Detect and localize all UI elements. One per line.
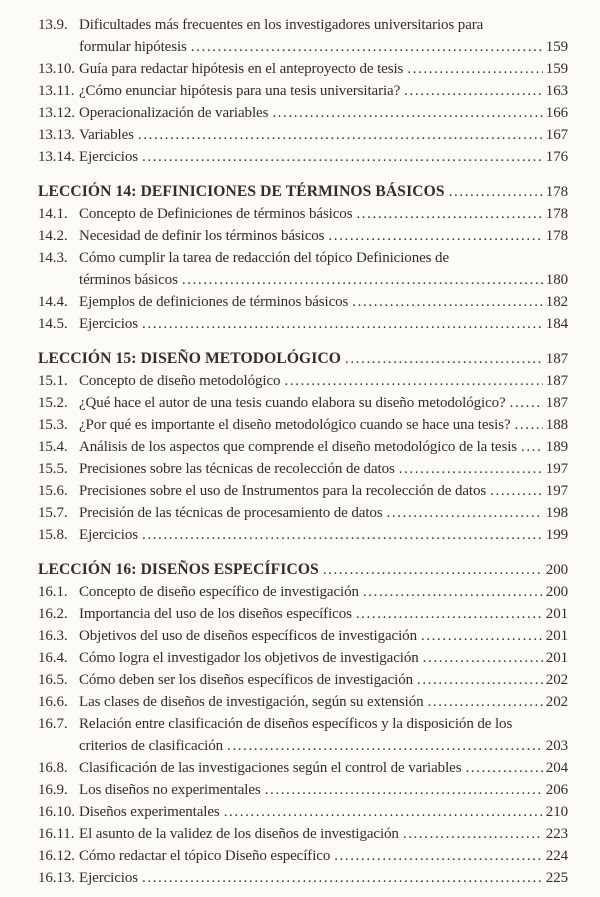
- entry-title: Cómo cumplir la tarea de redacción del tópico Definiciones de: [79, 250, 450, 266]
- toc-entry: [38, 225, 568, 247]
- page-number: 188: [545, 417, 568, 433]
- page-number: 176: [545, 149, 568, 165]
- page-number: 197: [545, 461, 568, 477]
- toc-section-16: [38, 559, 568, 889]
- entry-title: Diseños experimentales: [79, 804, 220, 820]
- page-number: 182: [545, 294, 568, 310]
- dot-leader: [356, 203, 542, 225]
- dot-leader: [417, 669, 543, 691]
- page-number: 187: [545, 373, 568, 389]
- entry-number: 14.3.: [38, 250, 68, 266]
- toc-entry: [38, 102, 568, 124]
- entry-title: Los diseños no experimentales: [79, 782, 261, 798]
- page-number: 200: [545, 584, 568, 600]
- entry-title: Precisiones sobre las técnicas de recolección de datos: [79, 461, 395, 477]
- entry-number: 13.11.: [38, 83, 75, 99]
- entry-number: 13.9.: [38, 17, 68, 33]
- entry-number: 16.1.: [38, 584, 68, 600]
- toc-entry: [38, 291, 568, 313]
- entry-title: Cómo redactar el tópico Diseño específico: [79, 848, 331, 864]
- entry-number: 16.2.: [38, 606, 68, 622]
- toc-entry: [38, 436, 568, 458]
- toc-entry: [38, 647, 568, 669]
- dot-leader: [407, 58, 543, 80]
- entry-number: 13.14.: [38, 149, 75, 165]
- page-number: 166: [545, 105, 568, 121]
- entry-title: ¿Qué hace el autor de una tesis cuando elabora su diseño metodológico?: [79, 395, 506, 411]
- entry-number: 16.6.: [38, 694, 68, 710]
- toc-section-14: [38, 181, 568, 335]
- page-number: 159: [545, 61, 568, 77]
- entry-number: 16.12.: [38, 848, 75, 864]
- toc-section-heading: [38, 348, 568, 370]
- toc-section-heading: [38, 559, 568, 581]
- page-number: 178: [545, 184, 568, 200]
- page-number: 159: [545, 39, 568, 55]
- entry-title: Concepto de diseño específico de investigación: [79, 584, 359, 600]
- page-number: 180: [545, 272, 568, 288]
- entry-number: 15.3.: [38, 417, 68, 433]
- toc-entry: [38, 691, 568, 713]
- toc-entry: [38, 146, 568, 168]
- dot-leader: [182, 269, 543, 291]
- dot-leader: [323, 559, 543, 581]
- toc-entry: [38, 80, 568, 102]
- page-number: 202: [545, 672, 568, 688]
- entry-title: Ejercicios: [79, 149, 138, 165]
- entry-number: 13.10.: [38, 61, 75, 77]
- dot-leader: [227, 735, 543, 757]
- page-number: 202: [545, 694, 568, 710]
- entry-title: Clasificación de las investigaciones según el control de variables: [79, 760, 462, 776]
- page-number: 167: [545, 127, 568, 143]
- toc-entry: [38, 524, 568, 546]
- dot-leader: [515, 414, 543, 436]
- entry-number: 13.12.: [38, 105, 75, 121]
- dot-leader: [142, 313, 543, 335]
- toc-entry: [38, 480, 568, 502]
- toc-entry: [38, 669, 568, 691]
- dot-leader: [449, 181, 543, 203]
- dot-leader: [334, 845, 543, 867]
- entry-title: Ejercicios: [79, 527, 138, 543]
- page-number: 163: [545, 83, 568, 99]
- dot-leader: [399, 458, 543, 480]
- page-number: 206: [545, 782, 568, 798]
- dot-leader: [142, 867, 543, 889]
- toc-entry: [38, 867, 568, 889]
- dot-leader: [490, 480, 543, 502]
- entry-number: 14.5.: [38, 316, 68, 332]
- entry-title: Ejercicios: [79, 316, 138, 332]
- entry-title: Ejercicios: [79, 870, 138, 886]
- dot-leader: [356, 603, 543, 625]
- entry-title: El asunto de la validez de los diseños de investigación: [79, 826, 399, 842]
- dot-leader: [404, 80, 543, 102]
- toc-entry: [38, 779, 568, 801]
- entry-number: 15.6.: [38, 483, 68, 499]
- entry-number: 16.4.: [38, 650, 68, 666]
- entry-number: 16.5.: [38, 672, 68, 688]
- toc-entry: [38, 14, 568, 58]
- entry-title: Guía para redactar hipótesis en el anteproyecto de tesis: [79, 61, 404, 77]
- entry-title: Ejemplos de definiciones de términos básicos: [79, 294, 349, 310]
- toc-section-13: [38, 14, 568, 168]
- entry-title: ¿Por qué es importante el diseño metodológico cuando se hace una tesis?: [79, 417, 511, 433]
- page-number: 201: [545, 628, 568, 644]
- toc-entry: [38, 581, 568, 603]
- entry-number: 15.5.: [38, 461, 68, 477]
- toc-entry: [38, 801, 568, 823]
- dot-leader: [465, 757, 542, 779]
- page-number: 225: [545, 870, 568, 886]
- toc-entry: [38, 625, 568, 647]
- entry-title: Variables: [79, 127, 134, 143]
- entry-number: 16.9.: [38, 782, 68, 798]
- section-heading-title: LECCIÓN 16: DISEÑOS ESPECÍFICOS: [38, 561, 319, 578]
- toc-entry: [38, 247, 568, 291]
- entry-title: Operacionalización de variables: [79, 105, 269, 121]
- dot-leader: [428, 691, 543, 713]
- toc-entry: [38, 392, 568, 414]
- toc-entry: [38, 203, 568, 225]
- toc-page: [38, 14, 568, 889]
- dot-leader: [363, 581, 543, 603]
- entry-number: 15.4.: [38, 439, 68, 455]
- entry-number: 16.8.: [38, 760, 68, 776]
- entry-number: 16.13.: [38, 870, 75, 886]
- dot-leader: [345, 348, 543, 370]
- toc-entry: [38, 124, 568, 146]
- entry-title: ¿Cómo enunciar hipótesis para una tesis universitaria?: [79, 83, 401, 99]
- entry-title: Concepto de diseño metodológico: [79, 373, 281, 389]
- toc-entry: [38, 58, 568, 80]
- dot-leader: [142, 146, 543, 168]
- entry-number: 14.2.: [38, 228, 68, 244]
- entry-number: 16.3.: [38, 628, 68, 644]
- page-number: 198: [545, 505, 568, 521]
- page-number: 223: [545, 826, 568, 842]
- page-number: 200: [545, 562, 568, 578]
- entry-number: 15.1.: [38, 373, 68, 389]
- dot-leader: [224, 801, 543, 823]
- entry-title: Importancia del uso de los diseños específicos: [79, 606, 352, 622]
- entry-number: 16.11.: [38, 826, 75, 842]
- entry-title: Precisiones sobre el uso de Instrumentos para la recolección de datos: [79, 483, 487, 499]
- entry-title: Concepto de Definiciones de términos básicos: [79, 206, 353, 222]
- entry-number: 14.4.: [38, 294, 68, 310]
- dot-leader: [265, 779, 543, 801]
- entry-title: Análisis de los aspectos que comprende el diseño metodológico de la tesis: [79, 439, 518, 455]
- entry-number: 16.7.: [38, 716, 68, 732]
- toc-entry: [38, 502, 568, 524]
- entry-title: Las clases de diseños de investigación, según su extensión: [79, 694, 424, 710]
- entry-title-continuation: criterios de clasificación: [79, 738, 223, 754]
- page-number: 184: [545, 316, 568, 332]
- entry-number: 15.8.: [38, 527, 68, 543]
- dot-leader: [521, 436, 543, 458]
- toc-entry: [38, 458, 568, 480]
- page-number: 204: [545, 760, 568, 776]
- section-heading-title: LECCIÓN 15: DISEÑO METODOLÓGICO: [38, 350, 342, 367]
- entry-number: 15.2.: [38, 395, 68, 411]
- toc-section-15: [38, 348, 568, 546]
- dot-leader: [272, 102, 542, 124]
- entry-title: Dificultades más frecuentes en los investigadores universitarios para: [79, 17, 484, 33]
- entry-title: Necesidad de definir los términos básicos: [79, 228, 325, 244]
- page-number: 224: [545, 848, 568, 864]
- entry-title: Objetivos del uso de diseños específicos de investigación: [79, 628, 417, 644]
- toc-entry: [38, 823, 568, 845]
- page-number: 178: [545, 228, 568, 244]
- entry-title-continuation: términos básicos: [79, 272, 178, 288]
- dot-leader: [142, 524, 543, 546]
- toc-entry: [38, 414, 568, 436]
- page-number: 187: [545, 351, 568, 367]
- page-number: 210: [545, 804, 568, 820]
- toc-section-heading: [38, 181, 568, 203]
- dot-leader: [510, 392, 543, 414]
- dot-leader: [403, 823, 543, 845]
- toc-entry: [38, 713, 568, 757]
- page-number: 201: [545, 606, 568, 622]
- toc-entry: [38, 845, 568, 867]
- section-heading-title: LECCIÓN 14: DEFINICIONES DE TÉRMINOS BÁSICOS: [38, 183, 445, 200]
- dot-leader: [423, 647, 543, 669]
- page-number: 178: [545, 206, 568, 222]
- page-number: 199: [545, 527, 568, 543]
- dot-leader: [138, 124, 543, 146]
- dot-leader: [328, 225, 542, 247]
- page-number: 187: [545, 395, 568, 411]
- dot-leader: [387, 502, 543, 524]
- toc-entry: [38, 370, 568, 392]
- entry-title-continuation: formular hipótesis: [79, 39, 187, 55]
- page-number: 189: [545, 439, 568, 455]
- page-number: 201: [545, 650, 568, 666]
- page-number: 203: [545, 738, 568, 754]
- page-number: 197: [545, 483, 568, 499]
- dot-leader: [352, 291, 543, 313]
- entry-title: Precisión de las técnicas de procesamiento de datos: [79, 505, 383, 521]
- entry-title: Cómo logra el investigador los objetivos de investigación: [79, 650, 419, 666]
- toc-entry: [38, 757, 568, 779]
- entry-number: 14.1.: [38, 206, 68, 222]
- dot-leader: [191, 36, 543, 58]
- dot-leader: [421, 625, 543, 647]
- entry-number: 15.7.: [38, 505, 68, 521]
- entry-title: Cómo deben ser los diseños específicos de investigación: [79, 672, 414, 688]
- entry-title: Relación entre clasificación de diseños específicos y la disposición de los: [79, 716, 513, 732]
- entry-number: 16.10.: [38, 804, 75, 820]
- entry-number: 13.13.: [38, 127, 75, 143]
- dot-leader: [284, 370, 542, 392]
- toc-entry: [38, 603, 568, 625]
- toc-entry: [38, 313, 568, 335]
